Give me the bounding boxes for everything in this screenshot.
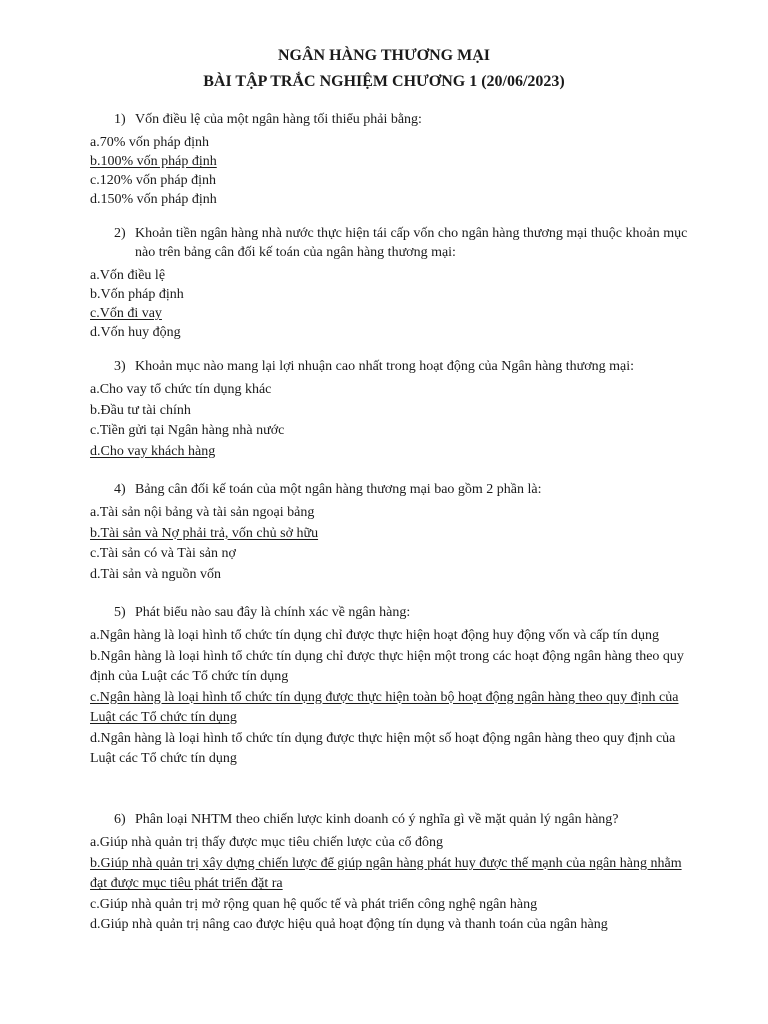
option-c: c.Tiền gửi tại Ngân hàng nhà nước: [90, 423, 285, 438]
question-text: Phân loại NHTM theo chiến lược kinh doanh có ý nghĩa gì về mặt quản lý ngân hàng?: [135, 812, 619, 827]
option-d: d.150% vốn pháp định: [90, 192, 217, 207]
option-c: c.120% vốn pháp định: [90, 173, 216, 188]
option-c: c.Tài sản có và Tài sản nợ: [90, 546, 236, 561]
question-number: 6): [114, 812, 126, 827]
question-4: [90, 480, 690, 585]
option-b-correct: b.100% vốn pháp định: [90, 154, 217, 169]
question-number: 5): [114, 605, 126, 620]
option-b-correct: b.Giúp nhà quản trị xây dựng chiến lược để giúp ngân hàng phát huy được thế mạnh của ngân hàng nhằm đạt được mục tiêu phát triển đặt ra: [90, 855, 682, 891]
option-b: b.Đầu tư tài chính: [90, 402, 191, 418]
question-5: [90, 603, 690, 770]
question-prompt: [90, 480, 690, 499]
option-b: b.Vốn pháp định: [90, 287, 184, 302]
question-2: [90, 224, 690, 342]
option-d: d.Vốn huy động: [90, 325, 181, 340]
question-number: 2): [114, 226, 126, 241]
question-number: 3): [114, 359, 126, 374]
option-a: a.Vốn điều lệ: [90, 268, 166, 283]
option-a: a.Tài sản nội bảng và tài sản ngoại bảng: [90, 505, 315, 520]
question-1: [90, 110, 690, 209]
option-a: a.70% vốn pháp định: [90, 135, 209, 150]
option-a: a.Cho vay tổ chức tín dụng khác: [90, 382, 272, 397]
option-d: d.Giúp nhà quản trị nâng cao được hiệu quả hoạt động tín dụng và thanh toán của ngân hàng: [90, 917, 608, 932]
option-d: d.Tài sản và nguồn vốn: [90, 566, 222, 582]
question-6: [90, 810, 690, 936]
option-d-correct: d.Cho vay khách hàng: [90, 443, 216, 459]
question-3: [90, 357, 690, 462]
question-prompt: [90, 110, 690, 129]
option-c-correct: c.Vốn đi vay: [90, 306, 162, 321]
option-c-correct: c.Ngân hàng là loại hình tổ chức tín dụng được thực hiện toàn bộ hoạt động ngân hàng theo quy định của Luật các Tổ chức tín dụng: [90, 689, 679, 725]
document-header: [0, 44, 768, 94]
option-a: a.Giúp nhà quản trị thấy được mục tiêu chiến lược của cổ đông: [90, 835, 444, 850]
option-d: d.Ngân hàng là loại hình tổ chức tín dụng được thực hiện một số hoạt động ngân hàng theo quy định của Luật các Tổ chức tín dụng: [90, 730, 676, 766]
question-text: Bảng cân đối kế toán của một ngân hàng thương mại bao gồm 2 phần là:: [135, 482, 542, 497]
question-prompt: [90, 603, 690, 622]
document-title: NGÂN HÀNG THƯƠNG MẠI: [278, 47, 490, 64]
document-subtitle: BÀI TẬP TRẮC NGHIỆM CHƯƠNG 1 (20/06/2023): [203, 73, 565, 90]
question-text: Khoản tiền ngân hàng nhà nước thực hiện tái cấp vốn cho ngân hàng thương mại thuộc khoản mục nào trên bảng cân đối kế toán của ngân hàng thương mại:: [135, 226, 688, 260]
question-prompt: [90, 224, 690, 262]
question-prompt: [90, 810, 690, 829]
option-c: c.Giúp nhà quản trị mở rộng quan hệ quốc tế và phát triển công nghệ ngân hàng: [90, 896, 538, 912]
option-b-correct: b.Tài sản và Nợ phải trả, vốn chủ sở hữu: [90, 525, 319, 541]
question-text: Vốn điều lệ của một ngân hàng tối thiểu phải bằng:: [135, 112, 422, 127]
question-text: Khoản mục nào mang lại lợi nhuận cao nhất trong hoạt động của Ngân hàng thương mại:: [135, 359, 635, 374]
question-number: 1): [114, 112, 126, 127]
question-number: 4): [114, 482, 126, 497]
question-text: Phát biểu nào sau đây là chính xác về ngân hàng:: [135, 605, 411, 620]
option-a: a.Ngân hàng là loại hình tổ chức tín dụng chỉ được thực hiện hoạt động huy động vốn và cấp tín dụng: [90, 628, 660, 643]
question-prompt: [90, 357, 690, 376]
option-b: b.Ngân hàng là loại hình tổ chức tín dụng chỉ được thực hiện một trong các hoạt động ngân hàng theo quy định của Luật các Tổ chức tín dụng: [90, 648, 684, 684]
